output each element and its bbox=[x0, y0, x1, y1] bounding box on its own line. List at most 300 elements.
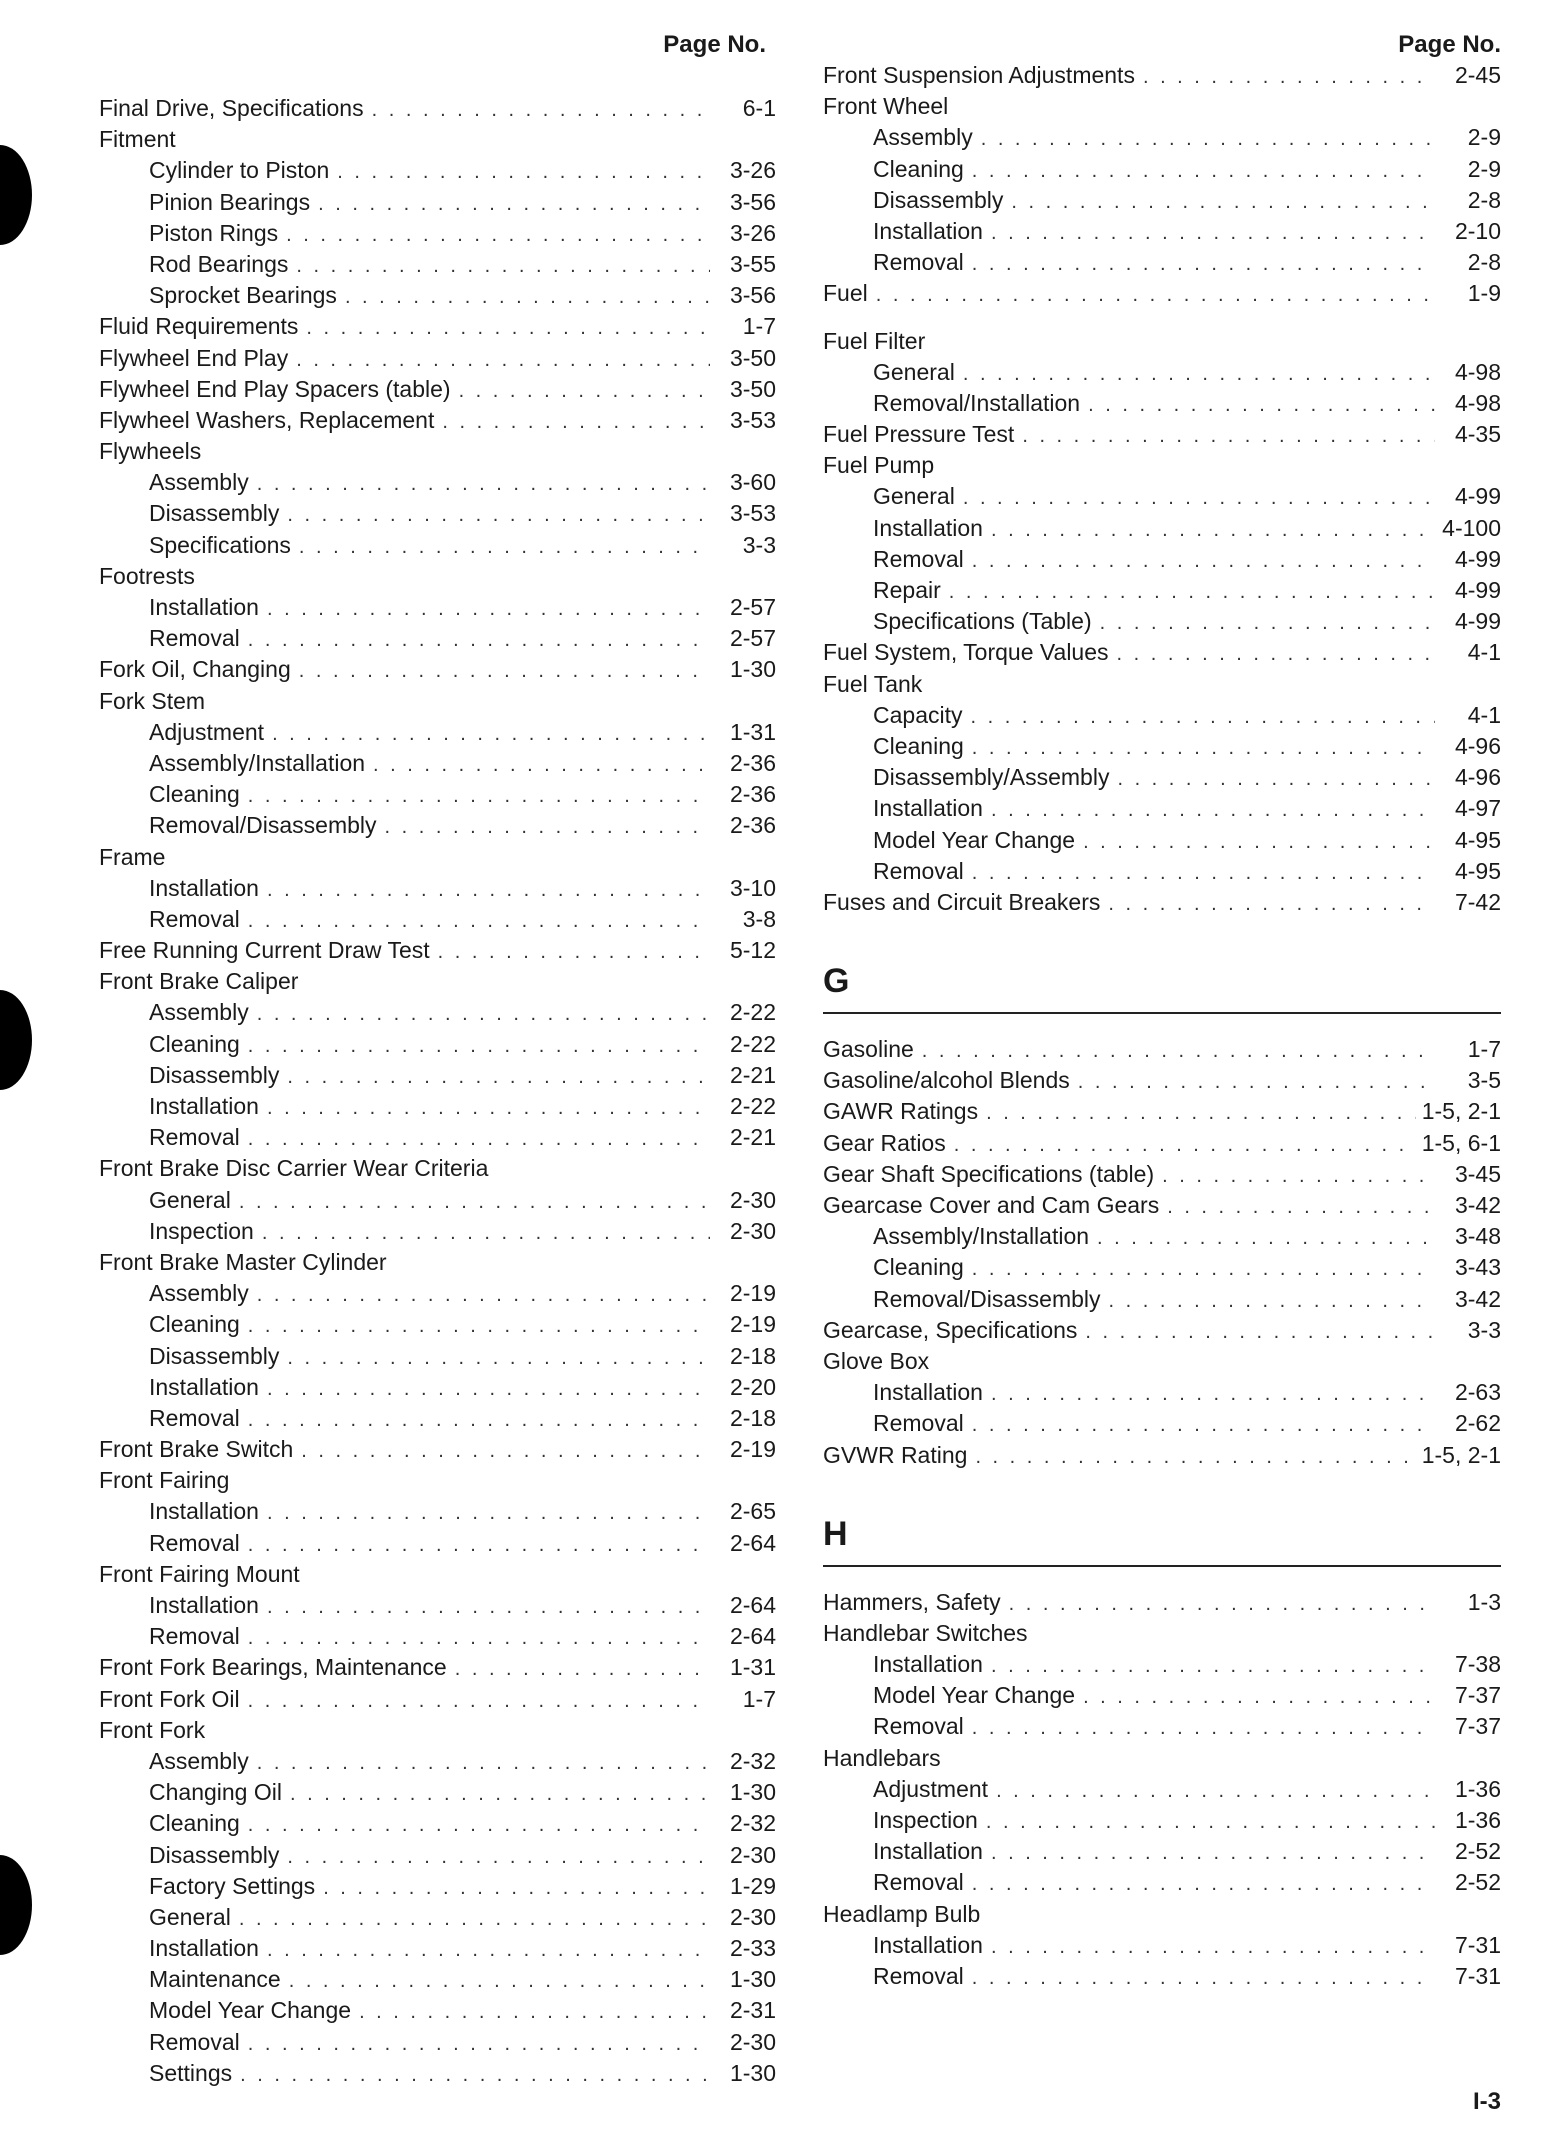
index-entry bbox=[823, 825, 1501, 856]
entry-title: Adjustment bbox=[873, 1775, 989, 1802]
dot-leader bbox=[1162, 1161, 1435, 1192]
entry-title: Removal bbox=[149, 905, 240, 932]
entry-title: Installation bbox=[873, 1931, 983, 1958]
dot-leader bbox=[1143, 62, 1435, 93]
index-entry bbox=[99, 748, 776, 779]
entry-page-number: 4-100 bbox=[1442, 514, 1501, 541]
dot-leader bbox=[972, 1713, 1435, 1744]
entry-title: Front Wheel bbox=[823, 93, 949, 120]
dot-leader bbox=[972, 1869, 1435, 1900]
entry-page-number: 1-7 bbox=[1467, 1036, 1501, 1063]
dot-leader bbox=[954, 1130, 1416, 1161]
entry-page-number: 1-36 bbox=[1454, 1775, 1501, 1802]
entry-page-number: 1-7 bbox=[742, 313, 776, 340]
index-entry bbox=[823, 513, 1501, 544]
dot-leader bbox=[257, 1748, 710, 1779]
entry-page-number: 3-56 bbox=[729, 282, 776, 309]
section-rule bbox=[823, 1012, 1501, 1014]
entry-title: GVWR Rating bbox=[823, 1441, 968, 1468]
entry-title: Sprocket Bearings bbox=[149, 282, 337, 309]
entry-title: Footrests bbox=[99, 562, 195, 589]
entry-title: Front Brake Disc Carrier Wear Criteria bbox=[99, 1155, 489, 1182]
index-entry bbox=[823, 1377, 1501, 1408]
index-entry bbox=[823, 1252, 1501, 1283]
entry-title: Gasoline/alcohol Blends bbox=[823, 1067, 1070, 1094]
entry-title: Assembly bbox=[149, 1747, 249, 1774]
entry-page-number: 4-99 bbox=[1454, 483, 1501, 510]
entry-page-number: 2-18 bbox=[729, 1404, 776, 1431]
index-entry bbox=[99, 1434, 776, 1465]
entry-page-number: 2-57 bbox=[729, 625, 776, 652]
entry-title: Fuel Pressure Test bbox=[823, 421, 1015, 448]
entry-page-number: 1-7 bbox=[742, 1685, 776, 1712]
dot-leader bbox=[991, 795, 1435, 826]
entry-title: Cleaning bbox=[873, 155, 964, 182]
dot-leader bbox=[248, 1031, 710, 1062]
index-entry bbox=[823, 216, 1501, 247]
dot-leader bbox=[1085, 1317, 1435, 1348]
entry-page-number: 1-5, 6-1 bbox=[1421, 1129, 1501, 1156]
index-entry bbox=[823, 762, 1501, 793]
entry-title: Assembly bbox=[149, 1280, 249, 1307]
index-entry bbox=[823, 1190, 1501, 1221]
dot-leader bbox=[1083, 1682, 1435, 1713]
entry-page-number: 3-10 bbox=[729, 874, 776, 901]
entry-page-number: 2-21 bbox=[729, 1061, 776, 1088]
entry-title: Installation bbox=[873, 795, 983, 822]
index-entry bbox=[823, 1440, 1501, 1471]
entry-page-number: 2-31 bbox=[729, 1997, 776, 2024]
entry-title: Front Brake Caliper bbox=[99, 968, 299, 995]
entry-title: Disassembly bbox=[149, 1841, 280, 1868]
entry-title: Removal bbox=[149, 625, 240, 652]
dot-leader bbox=[972, 546, 1435, 577]
entry-page-number: 2-62 bbox=[1454, 1410, 1501, 1437]
entry-title: Inspection bbox=[149, 1217, 254, 1244]
index-entry bbox=[823, 1284, 1501, 1315]
entry-title: Fuel Pump bbox=[823, 452, 935, 479]
entry-title: Cylinder to Piston bbox=[149, 157, 330, 184]
index-entry bbox=[823, 450, 1501, 481]
entry-page-number: 2-30 bbox=[729, 1186, 776, 1213]
entry-title: Fuel Tank bbox=[823, 670, 923, 697]
entry-page-number: 4-1 bbox=[1467, 701, 1501, 728]
index-entry bbox=[823, 700, 1501, 731]
entry-page-number: 4-35 bbox=[1454, 421, 1501, 448]
entry-title: Final Drive, Specifications bbox=[99, 95, 364, 121]
index-entry bbox=[99, 1559, 776, 1590]
entry-page-number: 7-38 bbox=[1454, 1651, 1501, 1678]
section-letter-h: H bbox=[823, 1514, 848, 1553]
entry-page-number: 1-30 bbox=[729, 656, 776, 683]
entry-title: Cleaning bbox=[873, 1254, 964, 1281]
dot-leader bbox=[991, 1932, 1435, 1963]
entry-title: Installation bbox=[149, 1093, 259, 1119]
dot-leader bbox=[272, 719, 710, 750]
entry-page-number: 2-64 bbox=[729, 1529, 776, 1556]
section-g-entries bbox=[823, 1034, 1501, 1471]
entry-title: Specifications (Table) bbox=[873, 608, 1092, 635]
entry-page-number: 4-95 bbox=[1454, 857, 1501, 884]
dot-leader bbox=[248, 781, 710, 812]
index-entry bbox=[99, 1029, 776, 1060]
index-entry bbox=[823, 1408, 1501, 1439]
entry-page-number: 2-64 bbox=[729, 1623, 776, 1650]
entry-page-number: 2-63 bbox=[1454, 1379, 1501, 1406]
entry-title: Free Running Current Draw Test bbox=[99, 937, 430, 964]
entry-title: Settings bbox=[149, 2059, 233, 2086]
index-entry bbox=[823, 1711, 1501, 1742]
index-entry bbox=[99, 374, 776, 405]
dot-leader bbox=[442, 407, 710, 438]
dot-leader bbox=[1009, 1589, 1435, 1620]
dot-leader bbox=[373, 750, 710, 781]
entry-title: Removal bbox=[873, 1410, 964, 1437]
index-entry bbox=[823, 278, 1501, 309]
index-entry bbox=[99, 1528, 776, 1559]
index-entry bbox=[823, 1618, 1501, 1649]
entry-page-number: 2-36 bbox=[729, 749, 776, 776]
index-entry bbox=[99, 1746, 776, 1777]
index-entry bbox=[99, 1465, 776, 1496]
dot-leader bbox=[991, 218, 1435, 249]
dot-leader bbox=[323, 1873, 710, 1904]
entry-page-number: 7-37 bbox=[1454, 1713, 1501, 1740]
dot-leader bbox=[455, 1654, 710, 1685]
entry-title: Removal bbox=[873, 1713, 964, 1740]
index-entry bbox=[823, 606, 1501, 637]
entry-page-number: 3-42 bbox=[1454, 1285, 1501, 1312]
index-entry bbox=[823, 1065, 1501, 1096]
dot-leader bbox=[385, 812, 710, 843]
entry-title: Disassembly bbox=[873, 186, 1004, 213]
entry-page-number: 1-30 bbox=[729, 1966, 776, 1993]
index-entry bbox=[99, 779, 776, 810]
entry-page-number: 2-52 bbox=[1454, 1838, 1501, 1865]
entry-title: Removal/Installation bbox=[873, 389, 1081, 416]
dot-leader bbox=[257, 469, 710, 500]
dot-leader bbox=[963, 483, 1435, 514]
entry-page-number: 1-29 bbox=[729, 1872, 776, 1899]
dot-leader bbox=[359, 1997, 710, 2028]
entry-title: Adjustment bbox=[149, 718, 265, 745]
entry-page-number: 4-99 bbox=[1454, 608, 1501, 635]
entry-page-number: 4-98 bbox=[1454, 389, 1501, 416]
index-entry bbox=[823, 326, 1501, 357]
index-entry bbox=[99, 1964, 776, 1995]
dot-leader bbox=[286, 220, 710, 251]
entry-page-number: 7-31 bbox=[1454, 1962, 1501, 1989]
dot-leader bbox=[267, 1498, 710, 1529]
index-entry bbox=[823, 91, 1501, 122]
index-entry bbox=[99, 405, 776, 436]
index-entry bbox=[99, 1372, 776, 1403]
dot-leader bbox=[1078, 1067, 1435, 1098]
entry-title: Removal bbox=[149, 2028, 240, 2055]
entry-page-number: 4-99 bbox=[1454, 545, 1501, 572]
index-entry bbox=[99, 124, 776, 155]
index-entry bbox=[823, 1899, 1501, 1930]
entry-title: Cleaning bbox=[149, 1030, 240, 1057]
entry-page-number: 4-99 bbox=[1454, 577, 1501, 603]
index-entry bbox=[99, 1715, 776, 1746]
index-entry bbox=[99, 904, 776, 935]
index-entry bbox=[99, 1902, 776, 1933]
entry-page-number: 3-3 bbox=[742, 531, 776, 558]
dot-leader bbox=[922, 1036, 1435, 1067]
index-entry bbox=[823, 575, 1501, 606]
entry-title: Removal bbox=[873, 1962, 964, 1989]
dot-leader bbox=[876, 280, 1435, 311]
entry-page-number: 2-64 bbox=[729, 1592, 776, 1618]
index-entry bbox=[99, 810, 776, 841]
entry-title: Gear Ratios bbox=[823, 1129, 946, 1156]
index-entry bbox=[99, 561, 776, 592]
dot-leader bbox=[1117, 764, 1435, 795]
entry-title: Capacity bbox=[873, 701, 963, 728]
dot-leader bbox=[1011, 187, 1435, 218]
entry-title: Maintenance bbox=[149, 1966, 281, 1993]
dot-leader bbox=[301, 1436, 710, 1467]
index-entry bbox=[823, 185, 1501, 216]
entry-title: Cleaning bbox=[149, 781, 240, 808]
index-entry bbox=[99, 1122, 776, 1153]
entry-title: Assembly bbox=[149, 469, 249, 496]
dot-leader bbox=[318, 189, 710, 220]
entry-page-number: 4-96 bbox=[1454, 764, 1501, 791]
entry-page-number: 1-5, 2-1 bbox=[1421, 1098, 1501, 1125]
entry-page-number: 2-19 bbox=[729, 1436, 776, 1463]
dot-leader bbox=[372, 95, 710, 126]
dot-leader bbox=[239, 1187, 710, 1218]
dot-leader bbox=[972, 1254, 1435, 1285]
entry-page-number: 3-42 bbox=[1454, 1192, 1501, 1218]
index-entry bbox=[99, 311, 776, 342]
entry-title: Installation bbox=[873, 1838, 983, 1865]
entry-title: Cleaning bbox=[149, 1311, 240, 1338]
dot-leader bbox=[248, 1311, 710, 1342]
dot-leader bbox=[267, 594, 710, 625]
entry-page-number: 5-12 bbox=[729, 937, 776, 964]
entry-page-number: 3-26 bbox=[729, 219, 776, 246]
entry-page-number: 2-8 bbox=[1467, 249, 1501, 276]
entry-title: Model Year Change bbox=[873, 826, 1076, 853]
entry-page-number: 2-30 bbox=[729, 2028, 776, 2055]
entry-page-number: 3-50 bbox=[729, 375, 776, 402]
entry-title: Hammers, Safety bbox=[823, 1588, 1001, 1615]
dot-leader bbox=[290, 1779, 710, 1810]
entry-page-number: 2-19 bbox=[729, 1311, 776, 1338]
index-entry bbox=[99, 218, 776, 249]
index-entry bbox=[823, 1774, 1501, 1805]
index-entry bbox=[99, 1153, 776, 1184]
dot-leader bbox=[972, 858, 1435, 889]
index-entry bbox=[99, 1652, 776, 1683]
index-entry bbox=[99, 686, 776, 717]
dot-leader bbox=[972, 249, 1435, 280]
entry-page-number: 2-9 bbox=[1467, 124, 1501, 151]
entry-title: Fuel bbox=[823, 280, 868, 307]
entry-title: Installation bbox=[873, 514, 983, 541]
index-entry bbox=[99, 623, 776, 654]
entry-page-number: 1-31 bbox=[729, 1654, 776, 1681]
index-entry bbox=[823, 1096, 1501, 1127]
index-entry bbox=[99, 717, 776, 748]
index-entry bbox=[99, 155, 776, 186]
entry-title: Installation bbox=[873, 1651, 983, 1678]
entry-title: Installation bbox=[873, 217, 983, 244]
index-entry bbox=[99, 280, 776, 311]
entry-page-number: 3-50 bbox=[729, 344, 776, 371]
index-entry bbox=[99, 1309, 776, 1340]
index-entry bbox=[823, 122, 1501, 153]
index-entry bbox=[99, 997, 776, 1028]
index-entry bbox=[823, 481, 1501, 512]
index-entry bbox=[99, 1777, 776, 1808]
entry-title: Removal bbox=[149, 1623, 240, 1650]
index-entry bbox=[99, 1247, 776, 1278]
index-entry bbox=[823, 731, 1501, 762]
index-entry bbox=[823, 1867, 1501, 1898]
entry-page-number: 1-30 bbox=[729, 2059, 776, 2086]
entry-page-number: 2-36 bbox=[729, 781, 776, 808]
index-entry bbox=[99, 1871, 776, 1902]
entry-page-number: 2-57 bbox=[729, 594, 776, 620]
dot-leader bbox=[337, 157, 710, 188]
dot-leader bbox=[345, 282, 710, 313]
entry-title: Flywheel Washers, Replacement bbox=[99, 406, 435, 433]
dot-leader bbox=[287, 1343, 710, 1374]
index-entry bbox=[99, 436, 776, 467]
entry-page-number: 4-97 bbox=[1454, 795, 1501, 822]
entry-page-number: 2-22 bbox=[729, 1030, 776, 1057]
entry-page-number: 2-20 bbox=[729, 1373, 776, 1400]
dot-leader bbox=[972, 156, 1435, 187]
entry-title: General bbox=[149, 1186, 231, 1213]
entry-title: Glove Box bbox=[823, 1347, 930, 1374]
entry-title: Front Brake Master Cylinder bbox=[99, 1248, 387, 1275]
entry-title: Repair bbox=[873, 577, 941, 603]
index-entry bbox=[823, 154, 1501, 185]
dot-leader bbox=[248, 1405, 710, 1436]
index-entry bbox=[823, 1930, 1501, 1961]
index-entry bbox=[99, 1403, 776, 1434]
dot-leader bbox=[248, 1124, 710, 1155]
index-entry bbox=[823, 1649, 1501, 1680]
dot-leader bbox=[299, 656, 710, 687]
dot-leader bbox=[267, 1374, 710, 1405]
entry-page-number: 2-36 bbox=[729, 812, 776, 839]
dot-leader bbox=[306, 313, 710, 344]
dot-leader bbox=[970, 702, 1435, 733]
index-entry bbox=[823, 1587, 1501, 1618]
entry-page-number: 1-36 bbox=[1454, 1807, 1501, 1833]
entry-title: Model Year Change bbox=[873, 1682, 1076, 1709]
dot-leader bbox=[981, 124, 1435, 155]
dot-leader bbox=[248, 1530, 710, 1561]
index-entry bbox=[99, 93, 776, 124]
index-entry bbox=[99, 249, 776, 280]
footer-page-number: I-3 bbox=[1472, 2088, 1501, 2115]
entry-page-number: 3-8 bbox=[742, 905, 776, 932]
entry-title: Removal/Disassembly bbox=[149, 812, 377, 839]
entry-page-number: 2-9 bbox=[1467, 155, 1501, 182]
entry-page-number: 3-56 bbox=[729, 188, 776, 215]
entry-title: Removal bbox=[149, 1124, 240, 1151]
index-entry bbox=[99, 1216, 776, 1247]
dot-leader bbox=[267, 1935, 710, 1966]
dot-leader bbox=[963, 359, 1435, 390]
entry-title: Assembly/Installation bbox=[149, 749, 366, 776]
index-entry bbox=[99, 1278, 776, 1309]
dot-leader bbox=[975, 1442, 1415, 1473]
index-entry bbox=[823, 388, 1501, 419]
entry-page-number: 7-42 bbox=[1454, 888, 1501, 915]
entry-title: Fuel Filter bbox=[823, 327, 926, 354]
entry-title: Removal/Disassembly bbox=[873, 1285, 1101, 1312]
dot-leader bbox=[239, 1904, 710, 1935]
index-entry bbox=[99, 1341, 776, 1372]
entry-page-number: 2-21 bbox=[729, 1124, 776, 1151]
index-entry bbox=[99, 1496, 776, 1527]
entry-title: Removal bbox=[873, 545, 964, 572]
entry-title: Gasoline bbox=[823, 1036, 914, 1063]
entry-title: Removal bbox=[873, 249, 964, 276]
entry-title: Disassembly bbox=[149, 1342, 280, 1369]
dot-leader bbox=[299, 532, 710, 563]
entry-page-number: 7-31 bbox=[1454, 1931, 1501, 1958]
entry-title: Assembly/Installation bbox=[873, 1223, 1090, 1250]
index-entry bbox=[823, 856, 1501, 887]
entry-title: Removal bbox=[873, 857, 964, 884]
dot-leader bbox=[1097, 1223, 1435, 1254]
entry-title: Front Fairing bbox=[99, 1467, 230, 1494]
entry-page-number: 1-3 bbox=[1467, 1588, 1501, 1615]
index-entry bbox=[823, 60, 1501, 91]
entry-page-number: 3-43 bbox=[1454, 1254, 1501, 1281]
entry-title: Flywheel End Play Spacers (table) bbox=[99, 375, 451, 402]
dot-leader bbox=[267, 1592, 710, 1623]
entry-title: Installation bbox=[149, 1592, 259, 1618]
index-entry bbox=[99, 1840, 776, 1871]
entry-title: Fitment bbox=[99, 126, 176, 153]
index-entry bbox=[99, 530, 776, 561]
index-entry bbox=[99, 467, 776, 498]
dot-leader bbox=[991, 1651, 1435, 1682]
entry-title: Model Year Change bbox=[149, 1997, 352, 2024]
entry-page-number: 2-8 bbox=[1467, 186, 1501, 213]
index-entry bbox=[99, 2058, 776, 2089]
entry-page-number: 3-53 bbox=[729, 406, 776, 433]
entry-title: Handlebars bbox=[823, 1744, 941, 1771]
dot-leader bbox=[296, 251, 710, 282]
binder-hole bbox=[0, 1855, 32, 1955]
entry-title: Gearcase, Specifications bbox=[823, 1316, 1078, 1343]
entry-page-number: 2-32 bbox=[729, 1810, 776, 1837]
entry-title: Installation bbox=[149, 874, 259, 901]
entry-page-number: 2-18 bbox=[729, 1342, 776, 1369]
entry-title: Disassembly/Assembly bbox=[873, 764, 1110, 791]
dot-leader bbox=[240, 2060, 710, 2091]
entry-title: Headlamp Bulb bbox=[823, 1900, 981, 1927]
index-entry bbox=[99, 592, 776, 623]
section-f-entries bbox=[823, 60, 1501, 918]
entry-title: Piston Rings bbox=[149, 219, 279, 246]
index-entry bbox=[823, 1159, 1501, 1190]
entry-page-number: 2-30 bbox=[729, 1217, 776, 1244]
entry-page-number: 2-22 bbox=[729, 1093, 776, 1119]
entry-page-number: 2-30 bbox=[729, 1841, 776, 1868]
